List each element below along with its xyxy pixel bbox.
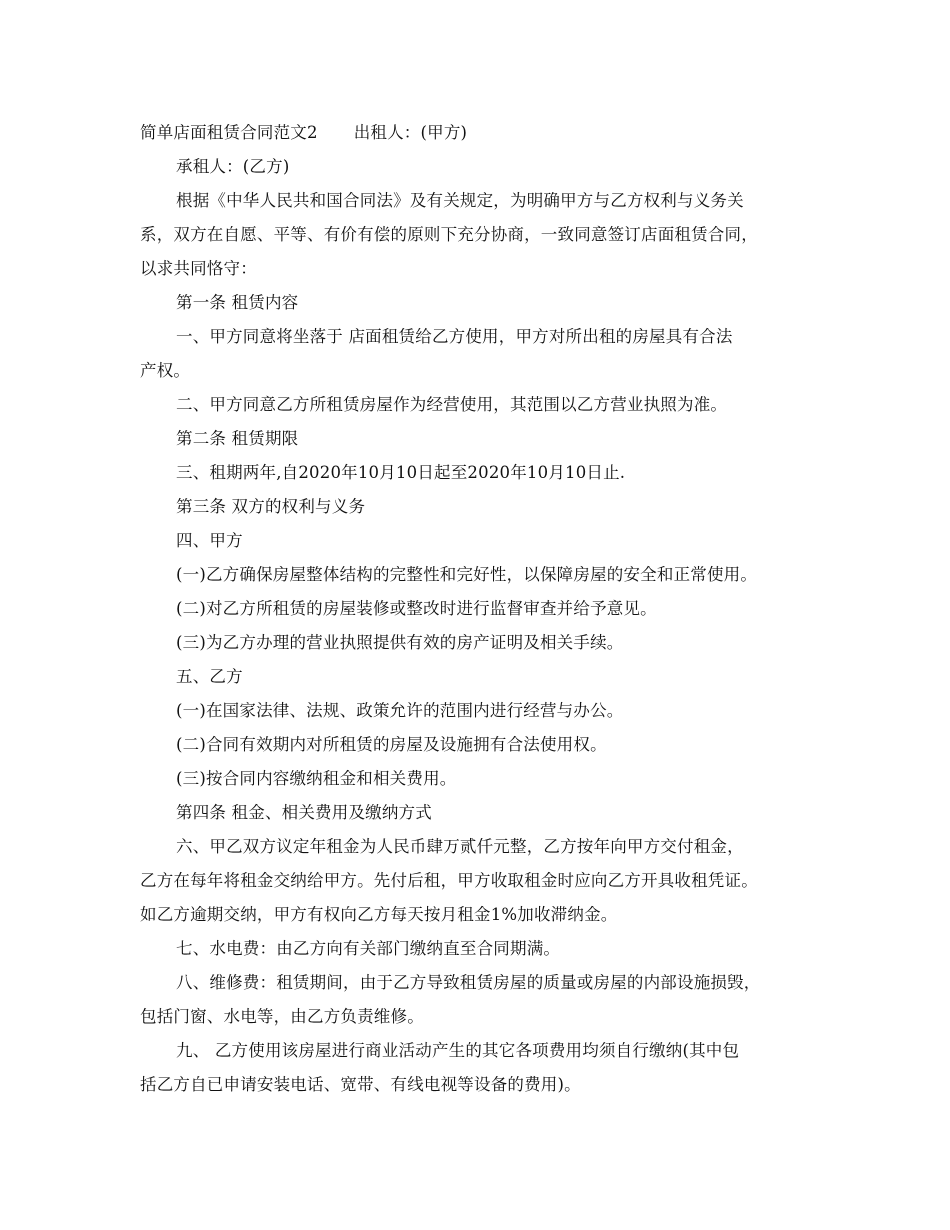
paragraph-line: 六、甲乙双方议定年租金为人民币肆万贰仟元整，乙方按年向甲方交付租金， [176,837,744,856]
contract-body [140,116,820,1102]
paragraph-line: 系，双方在自愿、平等、有价有偿的原则下充分协商，一致同意签订店面租赁合同， [140,225,758,244]
paragraph-line: 一、甲方同意将坐落于 店面租赁给乙方使用，甲方对所出租的房屋具有合法 [176,327,733,346]
list-item: (二)合同有效期内对所租赁的房屋及设施拥有合法使用权。 [176,735,607,754]
article-heading: 第二条 租赁期限 [176,429,299,448]
article-heading: 第一条 租赁内容 [176,293,299,312]
paragraph-line: 乙方在每年将租金交纳给甲方。先付后租，甲方收取租金时应向乙方开具收租凭证。 [140,871,758,890]
paragraph-line: 括乙方自已申请安装电话、宽带、有线电视等设备的费用)。 [140,1075,581,1094]
title-line [140,116,820,150]
article-heading: 第四条 租金、相关费用及缴纳方式 [176,803,432,822]
paragraph-line: 二、甲方同意乙方所租赁房屋作为经营使用，其范围以乙方营业执照为准。 [176,395,728,414]
paragraph-line: 根据《中华人民共和国合同法》及有关规定，为明确甲方与乙方权利与义务关 [176,191,744,210]
section-heading: 五、乙方 [176,667,243,686]
list-item: (三)按合同内容缴纳租金和相关费用。 [176,769,457,788]
section-heading: 四、甲方 [176,531,243,550]
paragraph-line: 包括门窗、水电等，由乙方负责维修。 [140,1007,424,1026]
list-item: (三)为乙方办理的营业执照提供有效的房产证明及相关手续。 [176,633,624,652]
paragraph-line: 三、租期两年,自2020年10月10日起至2020年10月10日止. [176,463,626,482]
document-title: 简单店面租赁合同范文2 [140,123,318,142]
lessee-label: 承租人：(乙方) [176,157,290,176]
paragraph-line: 如乙方逾期交纳，甲方有权向乙方每天按月租金1%加收滞纳金。 [140,905,618,924]
list-item: (一)乙方确保房屋整体结构的完整性和完好性，以保障房屋的安全和正常使用。 [176,565,758,584]
list-item: (二)对乙方所租赁的房屋装修或整改时进行监督审查并给予意见。 [176,599,657,618]
list-item: (一)在国家法律、法规、政策允许的范围内进行经营与办公。 [176,701,624,720]
paragraph-line: 九、 乙方使用该房屋进行商业活动产生的其它各项费用均须自行缴纳(其中包 [176,1041,740,1060]
article-heading: 第三条 双方的权利与义务 [176,497,366,516]
lessor-label: 出租人：(甲方) [353,123,468,142]
paragraph-line: 七、水电费：由乙方向有关部门缴纳直至合同期满。 [176,939,561,958]
paragraph-line: 以求共同恪守： [140,259,257,278]
paragraph-line: 八、维修费：租赁期间，由于乙方导致租赁房屋的质量或房屋的内部设施损毁， [176,973,761,992]
paragraph-line: 产权。 [140,361,191,380]
